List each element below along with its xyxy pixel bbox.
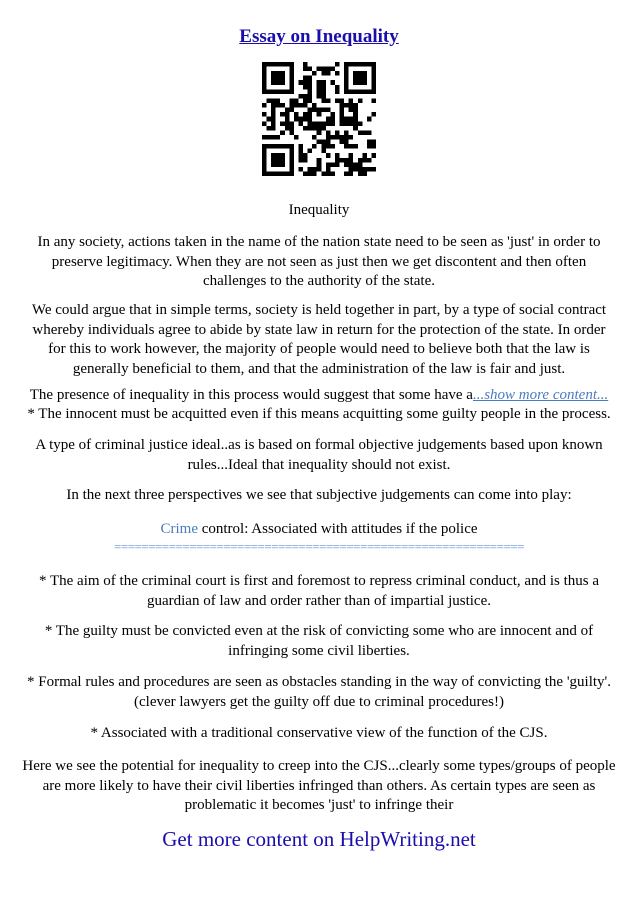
paragraph-innocent-acquitted: * The innocent must be acquitted even if this means acquitting some guilty people in the process. <box>27 406 611 422</box>
crime-link[interactable]: Crime <box>160 521 198 537</box>
paragraph-formal-rules: * Formal rules and procedures are seen as obstacles standing in the way of convicting the 'guilty'. (clever lawyers get the guilty off due to criminal procedures!) <box>27 674 611 710</box>
paragraph-ideal-type: A type of criminal justice ideal..as is based on formal objective judgements based upon known rules...Ideal that inequality should not exist. <box>35 437 603 473</box>
paragraph-social-contract: We could argue that in simple terms, society is held together in part, by a type of social contract whereby individuals agree to abide by state law in return for the protection of the state. In order for this to work however, the majority of people would need to believe both that the law is generally beneficial to them, and that the administration of the law is fair and just. <box>31 302 607 377</box>
paragraph-aim-criminal-court: * The aim of the criminal court is first and foremost to repress criminal conduct, and is thus a guardian of law and order rather than of impartial justice. <box>39 573 599 609</box>
paragraph-potential-inequality: Here we see the potential for inequality to creep into the CJS...clearly some types/groups of people are more likely to have their civil liberties infringed than others. As certain types are seen as problematic it becomes 'just' to infringe their <box>22 758 616 813</box>
qr-code-image <box>262 62 376 176</box>
paragraph-guilty-convicted: * The guilty must be convicted even at the risk of convicting some who are innocent and of infringing some civil liberties. <box>44 623 594 659</box>
presence-text: The presence of inequality in this process would suggest that some have a <box>29 387 473 403</box>
section-heading: Inequality <box>288 202 350 218</box>
paragraph-presence-inequality <box>22 386 616 406</box>
paragraph-three-perspectives: In the next three perspectives we see that subjective judgements can come into play: <box>66 487 572 503</box>
document-title-link[interactable]: Essay on Inequality <box>239 26 399 47</box>
footer-more-content-link[interactable]: Get more content on HelpWriting.net <box>162 827 476 851</box>
paragraph-crime-control <box>22 520 616 540</box>
paragraph-conservative-view: * Associated with a traditional conservative view of the function of the CJS. <box>90 725 548 741</box>
divider-rule: ============================================================ <box>114 540 524 554</box>
show-more-content-link[interactable]: ...show more content... <box>472 387 609 403</box>
crime-control-text: control: Associated with attitudes if the police <box>197 521 478 537</box>
paragraph-legitimacy: In any society, actions taken in the name of the nation state need to be seen as 'just' in order to preserve legitimacy. When they are not seen as just then we get discontent and then often challenges to the authority of the state. <box>37 234 601 289</box>
